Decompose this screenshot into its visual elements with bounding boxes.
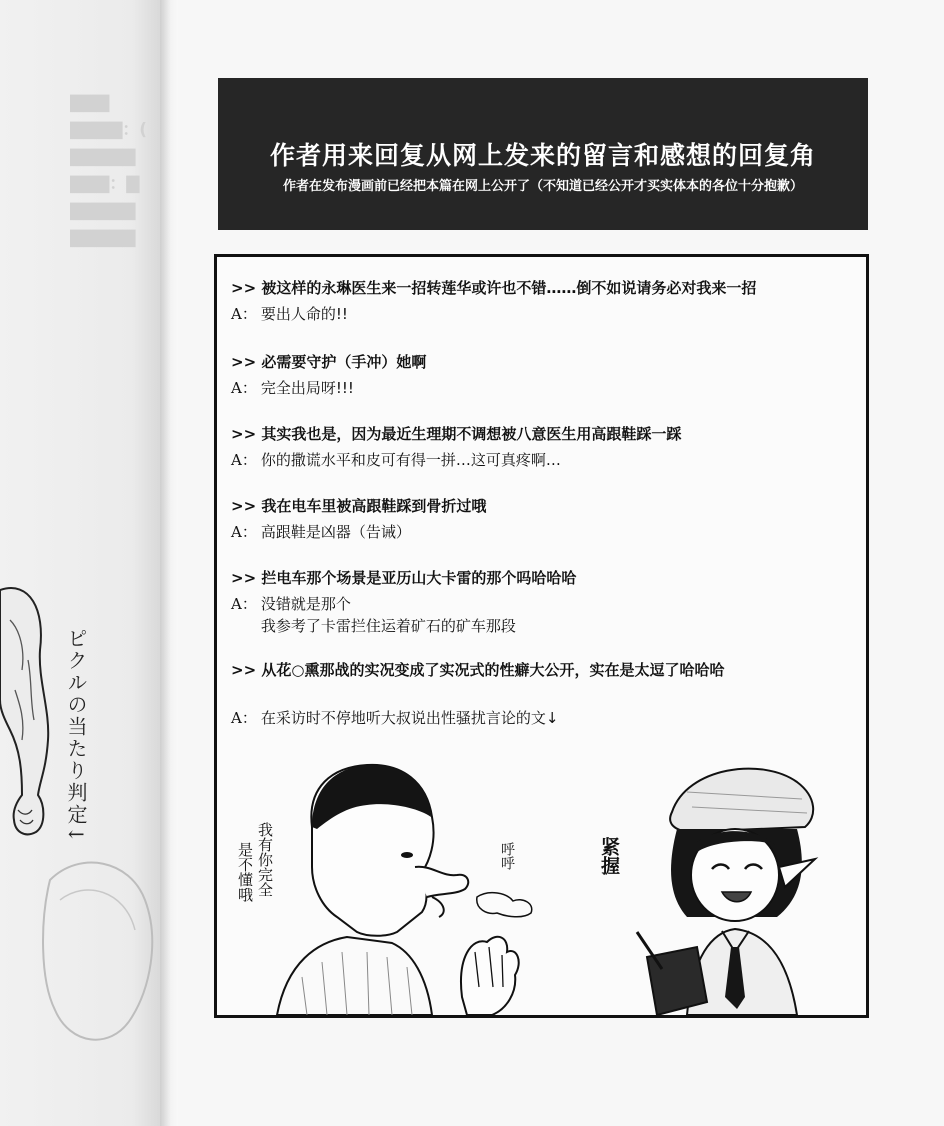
banner-title: 作者用来回复从网上发来的留言和感想的回复角 — [269, 141, 816, 170]
qa-item — [231, 423, 856, 471]
man-speech-line-2: 是不懂哦 — [236, 842, 254, 902]
muscular-figure-illustration — [0, 570, 70, 860]
question-text: >> 其实我也是，因为最近生理期不调想被八意医生用高跟鞋踩一踩 — [231, 425, 682, 443]
answer-prefix: A： — [231, 451, 257, 469]
answer-prefix: A： — [231, 523, 257, 541]
qa-frame — [214, 254, 869, 1018]
answer-text: 没错就是那个 — [260, 595, 351, 613]
book-gutter — [160, 0, 178, 1126]
answer-prefix: A： — [231, 595, 257, 613]
answer-row — [231, 377, 856, 399]
qa-item — [231, 351, 856, 399]
answer-text: 我参考了卡雷拦住运着矿石的矿车那段 — [260, 617, 516, 635]
hitbox-outline-drawing — [40, 840, 165, 1100]
question-text: >> 从花○熏那战的实况变成了实况式的性癖大公开，实在是太逗了哈哈哈 — [231, 661, 725, 679]
question-text: >> 我在电车里被高跟鞋踩到骨折过哦 — [231, 497, 487, 515]
answer-prefix: A： — [231, 305, 257, 323]
question-text: >> 拦电车那个场景是亚历山大卡雷的那个吗哈哈哈 — [231, 569, 577, 587]
answer-row — [231, 449, 856, 471]
answer-prefix: A： — [231, 709, 257, 727]
qa-item — [231, 277, 856, 325]
question-text: >> 被这样的永琳医生来一招转莲华或许也不错……倒不如说请务必对我来一招 — [231, 279, 757, 297]
left-facing-page — [0, 0, 165, 1126]
answer-text: 完全出局呀!!! — [260, 379, 354, 397]
answer-text: 你的撒谎水平和皮可有得一拼…这可真疼啊… — [260, 451, 561, 469]
answer-row — [231, 593, 856, 637]
hitbox-caption: ピクルの当たり判定↓ — [64, 628, 88, 845]
answer-row — [231, 521, 856, 543]
qa-item — [231, 659, 856, 729]
banner-subtitle: 作者在发布漫画前已经把本篇在网上公开了（不知道已经公开才买实体本的各位十分抱歉） — [282, 179, 803, 194]
answer-row — [231, 303, 856, 325]
qa-item — [231, 567, 856, 637]
sfx-grip: 紧握 — [598, 837, 620, 875]
bleed-through-text: ▇▇▇ ▇▇▇▇：( ▇▇▇▇▇ ▇▇▇：▇ ▇▇▇▇▇ ▇▇▇▇▇ — [70, 93, 148, 248]
man-speech-line-1: 我有你完全 — [256, 822, 274, 897]
sfx-breath: 呼呼 — [499, 842, 515, 870]
answer-text: 高跟鞋是凶器（告诫） — [260, 523, 411, 541]
reporter-girl-drawing — [637, 769, 815, 1015]
qa-item — [231, 495, 856, 543]
question-text: >> 必需要守护（手冲）她啊 — [231, 353, 427, 371]
answer-prefix: A： — [231, 379, 257, 397]
answer-text: 要出人命的!! — [260, 305, 348, 323]
header-banner — [218, 78, 868, 230]
answer-text: 在采访时不停地听大叔说出性骚扰言论的文↓ — [260, 709, 559, 727]
answer-row — [231, 707, 856, 729]
interviewee-man-drawing — [277, 765, 532, 1015]
manga-illustration — [217, 747, 866, 1015]
